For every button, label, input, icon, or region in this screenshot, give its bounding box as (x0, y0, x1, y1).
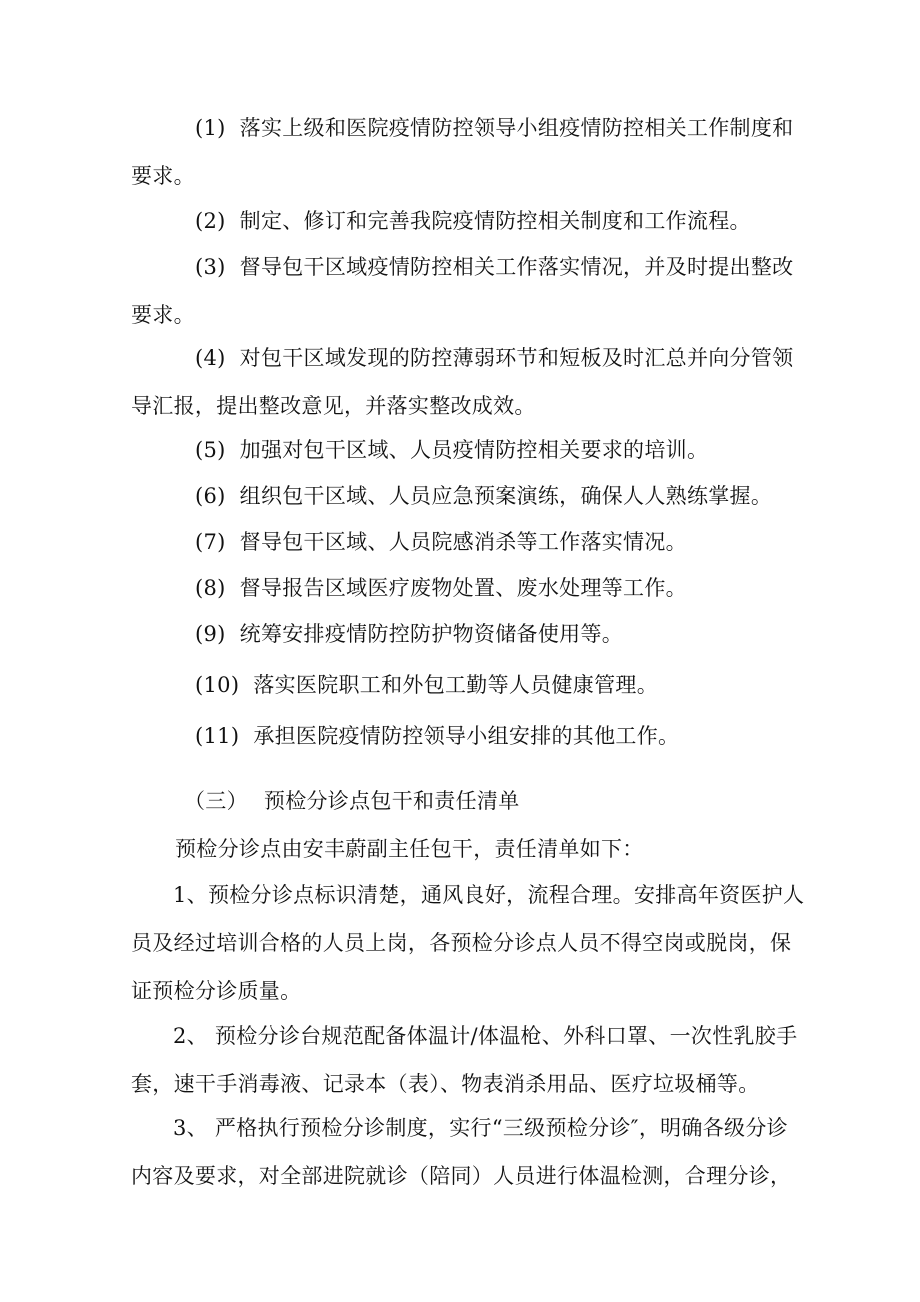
duty-number: (7) (195, 530, 226, 554)
duty-number: (2) (195, 209, 226, 233)
duty-item-6 (131, 472, 807, 520)
duty-text: 组织包干区域、人员应急预案演练，确保人人熟练掌握。 (239, 484, 773, 508)
duty-text: 承担医院疫情防控领导小组安排的其他工作。 (253, 724, 680, 748)
duty-text: 加强对包干区域、人员疫情防控相关要求的培训。 (239, 438, 709, 462)
duty-text: 督导报告区域医疗废物处置、废水处理等工作。 (239, 576, 687, 600)
duty-text: 落实医院职工和外包工勤等人员健康管理。 (253, 673, 659, 697)
duty-item-2 (131, 197, 807, 245)
duty-text: 落实上级和医院疫情防控领导小组疫情防控相关工作制度和要求。 (131, 116, 794, 188)
duty-number: (5) (195, 438, 226, 462)
duty-number: (8) (195, 576, 226, 600)
section-heading-number: （三） (184, 789, 248, 813)
duty-item-8 (131, 564, 807, 612)
duty-item-11 (131, 712, 807, 760)
duty-text: 制定、修订和完善我院疫情防控相关制度和工作流程。 (239, 209, 751, 233)
section-heading (184, 777, 860, 825)
duty-text: 统筹安排疫情防控防护物资储备使用等。 (239, 622, 624, 646)
responsibility-item-3: 3、 严格执行预检分诊制度，实行“三级预检分诊″，明确各级分诊内容及要求，对全部进院就诊（陪同）人员进行体温检测，合理分诊， (131, 1116, 792, 1188)
duty-number: (10) (195, 673, 240, 697)
responsibility-item-2: 2、 预检分诊台规范配备体温计/体温枪、外科口罩、一次性乳胶手套，速干手消毒液、记录本（表）、物表消杀用品、医疗垃圾桶等。 (131, 1024, 798, 1096)
section-intro: 预检分诊点由安丰蔚副主任包干，责任清单如下： (175, 837, 644, 861)
section-heading-text: 预检分诊点包干和责任清单 (263, 789, 520, 813)
duty-item-4 (131, 334, 807, 430)
duty-number: (9) (195, 622, 226, 646)
responsibility-item-1: 1、预检分诊点标识清楚，通风良好，流程合理。安排高年资医护人员及经过培训合格的人员上岗，各预检分诊点人员不得空岗或脱岗，保证预检分诊质量。 (131, 883, 805, 1003)
duty-number: (4) (195, 346, 226, 370)
duty-item-3 (131, 243, 807, 339)
duty-text: 对包干区域发现的防控薄弱环节和短板及时汇总并向分管领导汇报，提出整改意见，并落实整改成效。 (131, 346, 794, 418)
duty-item-9 (131, 610, 807, 658)
duty-number: (1) (195, 116, 226, 140)
duty-number: (3) (195, 255, 226, 279)
duty-item-5 (131, 426, 807, 474)
duty-text: 督导包干区域疫情防控相关工作落实情况，并及时提出整改要求。 (131, 255, 794, 327)
duty-text: 督导包干区域、人员院感消杀等工作落实情况。 (239, 530, 687, 554)
duty-number: (11) (195, 724, 240, 748)
duty-item-1 (131, 104, 807, 200)
duty-item-10 (131, 661, 807, 709)
duty-item-7 (131, 518, 807, 566)
duty-number: (6) (195, 484, 226, 508)
